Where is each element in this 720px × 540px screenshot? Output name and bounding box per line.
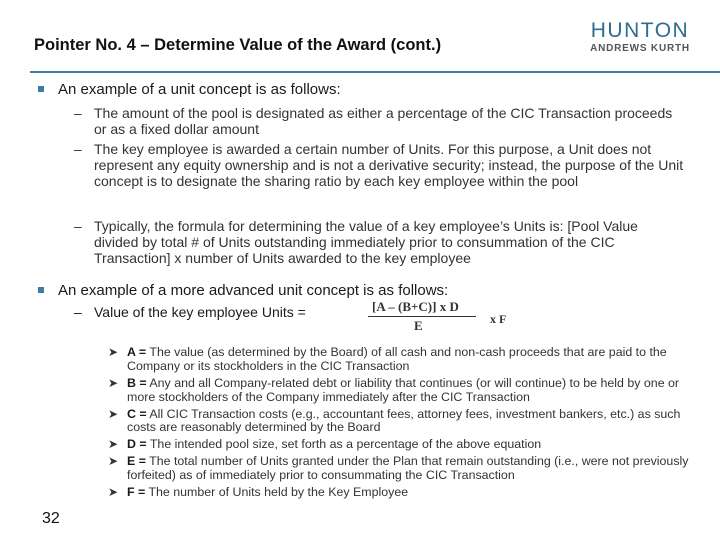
definition-text: Any and all Company-related debt or liability that continues (or will continue) to be held by one or more stockholders of the Company immediately after the CIC Transaction — [127, 375, 680, 404]
formula-image — [360, 297, 520, 337]
definition-key: A = — [127, 345, 147, 359]
square-bullet-icon — [38, 287, 44, 293]
title-divider — [30, 71, 720, 73]
sub-item — [74, 141, 684, 190]
definition-item — [108, 346, 698, 373]
definition-item — [108, 408, 698, 435]
page-number: 32 — [42, 510, 60, 527]
sub-item — [74, 218, 684, 267]
definition-key: C = — [127, 406, 147, 421]
definition-text: All CIC Transaction costs (e.g., accountant fees, attorney fees, investment bankers, etc.) as such costs are reasonably determined by the Board — [127, 406, 681, 435]
definition-text: The intended pool size, set forth as a percentage of the above equation — [146, 437, 542, 452]
hunton-andrews-kurth-logo — [588, 20, 692, 55]
arrow-bullet-icon: ➤ — [108, 454, 119, 469]
definition-item — [108, 486, 698, 500]
definition-key: B = — [127, 375, 147, 390]
logo-line-2: ANDREWS KURTH — [590, 43, 690, 54]
dash-icon: – — [74, 218, 82, 234]
square-bullet-icon — [38, 86, 44, 92]
arrow-bullet-icon: ➤ — [108, 437, 119, 452]
sub-item-text: Typically, the formula for determining the value of a key employee’s Units is: [Pool Value divided by total # of Units outstanding immediately prior to consummation of the CIC Transaction] x number of Units awarded to the key employee — [94, 218, 638, 267]
definition-key: E = — [127, 454, 146, 469]
arrow-bullet-icon: ➤ — [108, 375, 119, 390]
definition-key: D = — [127, 437, 147, 452]
formula-denominator: E — [414, 318, 423, 333]
arrow-bullet-icon: ➤ — [108, 485, 119, 500]
arrow-bullet-icon: ➤ — [108, 406, 119, 421]
definition-text: The number of Units held by the Key Employee — [145, 485, 409, 500]
sub-item-text: The key employee is awarded a certain number of Units. For this purpose, a Unit does not represent any equity ownership and is not a derivative security; instead, the purpose of the Unit concept is to designate the sharing ratio by each key employee within the pool — [94, 141, 684, 190]
bullet-1 — [38, 81, 341, 98]
bullet-2-text: An example of a more advanced unit concept is as follows: — [58, 282, 449, 299]
formula-numerator: [A – (B+C)] x D — [372, 299, 459, 314]
bullet-1-text: An example of a unit concept is as follows: — [58, 81, 341, 98]
dash-icon: – — [74, 105, 82, 121]
definitions-list — [108, 346, 698, 503]
definition-text: The value (as determined by the Board) of all cash and non-cash proceeds that are paid to the Company or its stockholders in the CIC Transaction — [127, 345, 667, 373]
sub-item — [74, 105, 684, 137]
dash-icon: – — [74, 141, 82, 157]
formula-multiplier: x F — [490, 312, 507, 326]
definition-item — [108, 455, 698, 482]
dash-icon: – — [74, 304, 82, 320]
formula-label — [74, 304, 306, 320]
fraction-bar — [368, 316, 476, 317]
definition-item — [108, 377, 698, 404]
definition-item — [108, 438, 698, 452]
definition-key: F = — [127, 485, 146, 500]
logo-line-1: HUNTON — [590, 19, 690, 42]
arrow-bullet-icon: ➤ — [108, 345, 119, 359]
definition-text: The total number of Units granted under the Plan that remain outstanding (i.e., were not previously forfeited) as of immediately prior to consummating the CIC Transaction — [127, 454, 689, 483]
formula-label-text: Value of the key employee Units = — [94, 304, 306, 320]
sub-item-text: The amount of the pool is designated as either a percentage of the CIC Transaction proceeds or as a fixed dollar amount — [94, 105, 673, 138]
slide-title: Pointer No. 4 – Determine Value of the Award (cont.) — [34, 36, 442, 54]
